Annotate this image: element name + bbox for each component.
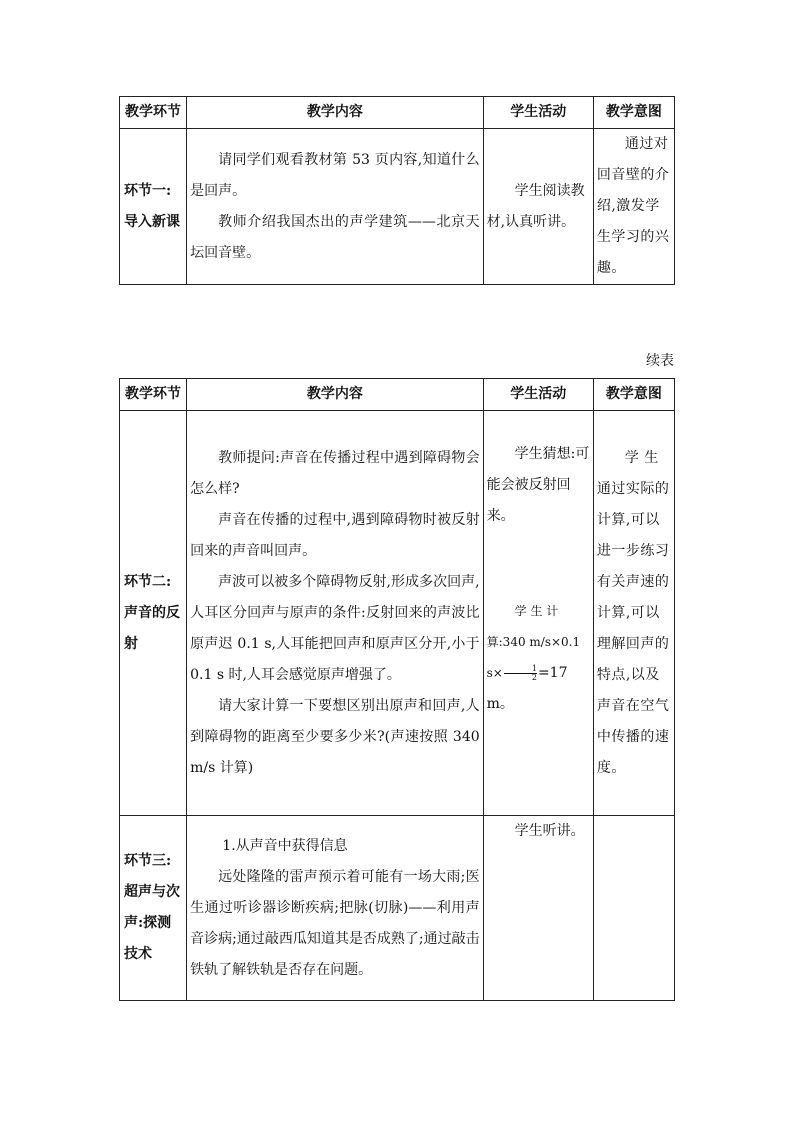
intent-cell [593,411,674,816]
content-cell [187,129,484,285]
content-cell [187,816,484,1001]
header-section: 教学环节 [120,379,187,411]
content-paragraph: 声音在传播的过程中,遇到障碍物时被反射回来的声音叫回声。 [190,511,480,559]
table-row [120,411,675,816]
activity-text: 学生听讲。 [514,823,585,839]
intent-text: 学 生 通过实际的计算,可以进一步练习有关声速的计算,可以理解回声的特点,以及声音在空气中传播的速度。 [596,449,670,776]
table-row [120,816,675,1001]
header-content: 教学内容 [187,97,484,129]
content-paragraph: 教师介绍我国杰出的声学建筑——北京天坛回音壁。 [190,213,480,261]
header-row [120,379,675,411]
header-activity: 学生活动 [483,379,593,411]
activity-cell [483,816,593,1001]
activity-cell [483,129,593,285]
activity-guess: 学生猜想:可能会被反射回来。 [486,446,590,524]
activity-calculation [487,596,590,720]
calc-prefix: 学 生 计 算:340 m/s×0.1 s× [486,604,581,680]
activity-text: 学生阅读教材,认真听讲。 [486,182,585,230]
fraction-numerator: 1 [504,665,537,674]
intent-text: 通过对回音壁的介绍,激发学生学习的兴趣。 [596,136,670,276]
header-row [120,97,675,129]
intent-cell [593,129,674,285]
intent-cell [593,816,674,1001]
content-paragraph: 远处隆隆的雷声预示着可能有一场大雨;医生通过听诊器诊断疾病;把脉(切脉)——利用声音诊病;通过敲西瓜知道其是否成熟了;通过敲击铁轨了解铁轨是否存在问题。 [190,868,480,978]
section-cell: 环节三:超声与次声:探测技术 [120,816,187,1001]
fraction-denominator: 2 [531,672,537,682]
content-paragraph: 请同学们观看教材第 53 页内容,知道什么是回声。 [190,151,480,199]
content-cell [187,411,484,816]
calc-suffix: =17 m。 [486,665,568,712]
header-intent: 教学意图 [593,379,674,411]
fraction [504,665,537,682]
content-paragraph: 教师提问:声音在传播过程中遇到障碍物会怎么样? [190,449,480,497]
continued-label: 续表 [646,353,674,369]
header-activity: 学生活动 [483,97,593,129]
content-paragraph: 声波可以被多个障碍物反射,形成多次回声,人耳区分回声与原声的条件:反射回来的声波比原声迟 0.1 s,人耳能把回声和原声区分开,小于 0.1 s 时,人耳会感觉原声增强了。 [190,573,480,683]
section-cell: 环节一:导入新课 [120,129,187,285]
header-content: 教学内容 [187,379,484,411]
header-intent: 教学意图 [593,97,674,129]
table-row [120,129,675,285]
lesson-table-1 [119,96,675,285]
header-section: 教学环节 [120,97,187,129]
content-item: 1.从声音中获得信息 [222,837,348,854]
content-paragraph: 请大家计算一下要想区别出原声和回声,人到障碍物的距离至少要多少米?(声速按照 340 m/s 计算) [190,697,480,776]
activity-cell [483,411,593,816]
lesson-table-2 [119,378,675,1001]
section-cell: 环节二:声音的反射 [120,411,187,816]
